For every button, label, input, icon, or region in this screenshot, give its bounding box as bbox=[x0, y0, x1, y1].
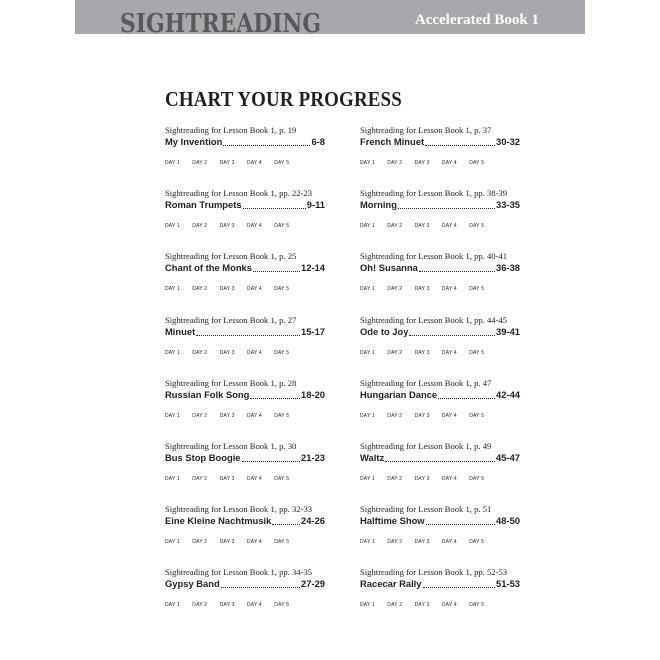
entry-piece-name: Chant of the Monks bbox=[165, 262, 252, 274]
progress-entry bbox=[165, 504, 325, 567]
day-checklist bbox=[360, 350, 520, 356]
entry-piece-name: Gypsy Band bbox=[165, 578, 220, 590]
day-1-checkbox[interactable]: DAY 1 bbox=[165, 286, 180, 293]
day-3-checkbox[interactable]: DAY 3 bbox=[414, 412, 430, 419]
entry-source: Sightreading for Lesson Book 1, p. 51 bbox=[360, 504, 492, 515]
day-1-checkbox[interactable]: DAY 1 bbox=[360, 539, 375, 546]
day-checklist bbox=[360, 539, 520, 545]
day-2-checkbox[interactable]: DAY 2 bbox=[387, 602, 403, 609]
day-5-checkbox[interactable]: DAY 5 bbox=[274, 602, 290, 609]
entry-piece-name: Ode to Joy bbox=[360, 325, 409, 337]
progress-entry bbox=[360, 504, 520, 567]
leader-dots bbox=[196, 327, 300, 336]
entry-title-line bbox=[360, 199, 520, 211]
entry-piece-name: Roman Trumpets bbox=[165, 199, 242, 211]
day-5-checkbox[interactable]: DAY 5 bbox=[469, 286, 485, 293]
day-3-checkbox[interactable]: DAY 3 bbox=[414, 160, 430, 166]
day-4-checkbox[interactable]: DAY 4 bbox=[246, 602, 262, 609]
entry-page-range: 36-38 bbox=[496, 262, 520, 274]
leader-dots bbox=[425, 137, 495, 146]
day-4-checkbox[interactable]: DAY 4 bbox=[246, 160, 262, 166]
day-5-checkbox[interactable]: DAY 5 bbox=[274, 349, 290, 356]
entry-source: Sightreading for Lesson Book 1, pp. 44-45 bbox=[360, 314, 508, 325]
entry-page-range: 42-44 bbox=[496, 388, 520, 400]
entry-page-range: 48-50 bbox=[496, 515, 520, 527]
right-column bbox=[360, 125, 520, 631]
day-4-checkbox[interactable]: DAY 4 bbox=[441, 602, 457, 609]
day-3-checkbox[interactable]: DAY 3 bbox=[414, 286, 430, 293]
day-4-checkbox[interactable]: DAY 4 bbox=[246, 349, 262, 356]
left-column bbox=[165, 125, 325, 631]
day-4-checkbox[interactable]: DAY 4 bbox=[441, 160, 457, 166]
entry-source: Sightreading for Lesson Book 1, pp. 38-39 bbox=[360, 188, 508, 199]
day-2-checkbox[interactable]: DAY 2 bbox=[192, 412, 208, 419]
entry-page-range: 30-32 bbox=[496, 136, 520, 147]
day-4-checkbox[interactable]: DAY 4 bbox=[441, 539, 457, 546]
day-3-checkbox[interactable]: DAY 3 bbox=[414, 349, 430, 356]
day-checklist bbox=[360, 413, 520, 419]
progress-entry bbox=[360, 251, 520, 314]
day-3-checkbox[interactable]: DAY 3 bbox=[219, 412, 235, 419]
day-5-checkbox[interactable]: DAY 5 bbox=[469, 539, 485, 546]
progress-entry bbox=[360, 125, 520, 188]
day-3-checkbox[interactable]: DAY 3 bbox=[219, 349, 235, 356]
entry-source: Sightreading for Lesson Book 1, pp. 40-41 bbox=[360, 251, 508, 262]
day-1-checkbox[interactable]: DAY 1 bbox=[165, 223, 180, 230]
day-5-checkbox[interactable]: DAY 5 bbox=[469, 475, 485, 482]
day-1-checkbox[interactable]: DAY 1 bbox=[360, 349, 375, 356]
entry-page-range: 33-35 bbox=[496, 199, 520, 211]
day-2-checkbox[interactable]: DAY 2 bbox=[192, 160, 208, 166]
entry-source: Sightreading for Lesson Book 1, p. 37 bbox=[360, 125, 492, 135]
entry-source: Sightreading for Lesson Book 1, pp. 52-53 bbox=[360, 567, 508, 578]
entry-piece-name: Halftime Show bbox=[360, 515, 425, 527]
day-1-checkbox[interactable]: DAY 1 bbox=[360, 223, 375, 230]
day-checklist bbox=[360, 286, 520, 292]
day-checklist bbox=[360, 476, 520, 482]
entry-piece-name: My Invention bbox=[165, 136, 223, 147]
entry-title-line bbox=[165, 515, 325, 527]
day-4-checkbox[interactable]: DAY 4 bbox=[441, 349, 457, 356]
day-1-checkbox[interactable]: DAY 1 bbox=[165, 602, 180, 609]
day-4-checkbox[interactable]: DAY 4 bbox=[246, 223, 262, 230]
leader-dots bbox=[223, 137, 310, 146]
entry-page-range: 6-8 bbox=[311, 136, 325, 147]
leader-dots bbox=[221, 579, 300, 588]
day-checklist bbox=[165, 223, 325, 229]
header-bar bbox=[75, 0, 585, 39]
entry-page-range: 21-23 bbox=[301, 451, 325, 463]
entry-piece-name: French Minuet bbox=[360, 136, 425, 147]
entry-page-range: 18-20 bbox=[301, 388, 325, 400]
entry-page-range: 9-11 bbox=[306, 199, 325, 211]
entry-title-line bbox=[360, 326, 520, 338]
day-checklist bbox=[360, 602, 520, 608]
day-checklist bbox=[165, 413, 325, 419]
entry-source: Sightreading for Lesson Book 1, p. 30 bbox=[165, 440, 297, 451]
day-checklist bbox=[165, 539, 325, 545]
leader-dots bbox=[272, 516, 300, 525]
day-3-checkbox[interactable]: DAY 3 bbox=[219, 286, 235, 293]
leader-dots bbox=[419, 263, 495, 272]
day-1-checkbox[interactable]: DAY 1 bbox=[165, 475, 180, 482]
day-1-checkbox[interactable]: DAY 1 bbox=[165, 539, 180, 546]
entry-piece-name: Hungarian Dance bbox=[360, 388, 438, 400]
entry-page-range: 45-47 bbox=[496, 451, 520, 463]
day-2-checkbox[interactable]: DAY 2 bbox=[387, 349, 403, 356]
leader-dots bbox=[438, 390, 495, 399]
entry-piece-name: Bus Stop Boogie bbox=[165, 451, 241, 463]
entry-title-line bbox=[165, 262, 325, 274]
progress-entry bbox=[165, 251, 325, 314]
entry-page-range: 24-26 bbox=[301, 515, 325, 527]
day-4-checkbox[interactable]: DAY 4 bbox=[441, 475, 457, 482]
entry-piece-name: Eine Kleine Nachtmusik bbox=[165, 515, 272, 527]
entry-title-line bbox=[165, 578, 325, 590]
entry-piece-name: Racecar Rally bbox=[360, 578, 422, 590]
day-2-checkbox[interactable]: DAY 2 bbox=[387, 286, 403, 293]
day-4-checkbox[interactable]: DAY 4 bbox=[441, 412, 457, 419]
entry-title-line bbox=[165, 389, 325, 401]
entry-source: Sightreading for Lesson Book 1, p. 28 bbox=[165, 377, 297, 388]
day-checklist bbox=[360, 160, 520, 166]
day-3-checkbox[interactable]: DAY 3 bbox=[219, 223, 235, 230]
entry-source: Sightreading for Lesson Book 1, pp. 22-23 bbox=[165, 188, 313, 199]
entry-piece-name: Russian Folk Song bbox=[165, 388, 250, 400]
entry-source: Sightreading for Lesson Book 1, p. 49 bbox=[360, 440, 492, 451]
entry-source: Sightreading for Lesson Book 1, p. 19 bbox=[165, 125, 297, 135]
progress-entry bbox=[165, 315, 325, 378]
day-1-checkbox[interactable]: DAY 1 bbox=[165, 349, 180, 356]
entry-piece-name: Oh! Susanna bbox=[360, 262, 418, 274]
leader-dots bbox=[398, 200, 495, 209]
day-4-checkbox[interactable]: DAY 4 bbox=[246, 539, 262, 546]
header-book-label: Accelerated Book 1 bbox=[414, 12, 539, 28]
leader-dots bbox=[250, 390, 300, 399]
progress-entry bbox=[165, 188, 325, 251]
day-3-checkbox[interactable]: DAY 3 bbox=[219, 160, 235, 166]
day-3-checkbox[interactable]: DAY 3 bbox=[414, 223, 430, 230]
leader-dots bbox=[243, 200, 306, 209]
day-2-checkbox[interactable]: DAY 2 bbox=[387, 412, 403, 419]
entry-page-range: 27-29 bbox=[301, 578, 325, 590]
day-5-checkbox[interactable]: DAY 5 bbox=[274, 223, 290, 230]
day-2-checkbox[interactable]: DAY 2 bbox=[192, 602, 208, 609]
day-2-checkbox[interactable]: DAY 2 bbox=[192, 223, 208, 230]
progress-entry bbox=[360, 188, 520, 251]
progress-entry bbox=[165, 567, 325, 630]
entry-title-line bbox=[165, 452, 325, 464]
day-5-checkbox[interactable]: DAY 5 bbox=[274, 160, 290, 166]
day-4-checkbox[interactable]: DAY 4 bbox=[441, 286, 457, 293]
day-4-checkbox[interactable]: DAY 4 bbox=[246, 286, 262, 293]
leader-dots bbox=[423, 579, 496, 588]
entry-source: Sightreading for Lesson Book 1, pp. 32-33 bbox=[165, 504, 313, 515]
day-5-checkbox[interactable]: DAY 5 bbox=[469, 349, 485, 356]
progress-entry bbox=[360, 567, 520, 630]
day-3-checkbox[interactable]: DAY 3 bbox=[219, 602, 235, 609]
progress-entry bbox=[360, 441, 520, 504]
day-2-checkbox[interactable]: DAY 2 bbox=[192, 539, 208, 546]
day-checklist bbox=[165, 286, 325, 292]
entry-title-line bbox=[360, 578, 520, 590]
entry-source: Sightreading for Lesson Book 1, p. 47 bbox=[360, 377, 492, 388]
entry-source: Sightreading for Lesson Book 1, p. 25 bbox=[165, 251, 297, 262]
entry-source: Sightreading for Lesson Book 1, pp. 34-35 bbox=[165, 567, 313, 578]
entry-title-line bbox=[165, 199, 325, 211]
day-1-checkbox[interactable]: DAY 1 bbox=[360, 160, 375, 166]
day-checklist bbox=[165, 160, 325, 166]
day-3-checkbox[interactable]: DAY 3 bbox=[219, 475, 235, 482]
day-1-checkbox[interactable]: DAY 1 bbox=[360, 286, 375, 293]
day-4-checkbox[interactable]: DAY 4 bbox=[246, 475, 262, 482]
entry-page-range: 15-17 bbox=[301, 325, 325, 337]
day-2-checkbox[interactable]: DAY 2 bbox=[192, 286, 208, 293]
day-5-checkbox[interactable]: DAY 5 bbox=[469, 412, 485, 419]
day-checklist bbox=[165, 602, 325, 608]
day-3-checkbox[interactable]: DAY 3 bbox=[414, 539, 430, 546]
progress-entry bbox=[165, 441, 325, 504]
day-5-checkbox[interactable]: DAY 5 bbox=[274, 475, 290, 482]
day-2-checkbox[interactable]: DAY 2 bbox=[192, 349, 208, 356]
progress-entry bbox=[165, 378, 325, 441]
day-2-checkbox[interactable]: DAY 2 bbox=[387, 475, 403, 482]
day-checklist bbox=[165, 476, 325, 482]
entry-piece-name: Morning bbox=[360, 199, 397, 211]
entry-title-line bbox=[360, 389, 520, 401]
entry-page-range: 39-41 bbox=[496, 325, 520, 337]
day-1-checkbox[interactable]: DAY 1 bbox=[360, 475, 375, 482]
leader-dots bbox=[253, 263, 300, 272]
entry-title-line bbox=[360, 136, 520, 148]
entry-title-line bbox=[165, 326, 325, 338]
day-5-checkbox[interactable]: DAY 5 bbox=[469, 223, 485, 230]
entry-title-line bbox=[360, 452, 520, 464]
entry-piece-name: Minuet bbox=[165, 325, 196, 337]
day-5-checkbox[interactable]: DAY 5 bbox=[274, 412, 290, 419]
entry-title-line bbox=[360, 515, 520, 527]
entry-source: Sightreading for Lesson Book 1, p. 27 bbox=[165, 314, 297, 325]
leader-dots bbox=[409, 327, 495, 336]
day-1-checkbox[interactable]: DAY 1 bbox=[165, 160, 180, 166]
day-checklist bbox=[360, 223, 520, 229]
progress-entry bbox=[165, 125, 325, 188]
entry-piece-name: Waltz bbox=[360, 451, 385, 463]
day-4-checkbox[interactable]: DAY 4 bbox=[246, 412, 262, 419]
day-4-checkbox[interactable]: DAY 4 bbox=[441, 223, 457, 230]
header-title: SIGHTREADING bbox=[120, 9, 322, 39]
day-2-checkbox[interactable]: DAY 2 bbox=[387, 223, 403, 230]
day-1-checkbox[interactable]: DAY 1 bbox=[360, 412, 375, 419]
entry-page-range: 51-53 bbox=[496, 578, 520, 590]
day-1-checkbox[interactable]: DAY 1 bbox=[165, 412, 180, 419]
day-5-checkbox[interactable]: DAY 5 bbox=[469, 160, 485, 166]
entry-title-line bbox=[360, 262, 520, 274]
day-3-checkbox[interactable]: DAY 3 bbox=[414, 475, 430, 482]
leader-dots bbox=[426, 516, 495, 525]
progress-entry bbox=[360, 315, 520, 378]
day-2-checkbox[interactable]: DAY 2 bbox=[387, 539, 403, 546]
entry-page-range: 12-14 bbox=[301, 262, 325, 274]
progress-entry bbox=[360, 378, 520, 441]
page-title: CHART YOUR PROGRESS bbox=[165, 87, 402, 111]
leader-dots bbox=[242, 453, 300, 462]
day-3-checkbox[interactable]: DAY 3 bbox=[219, 539, 235, 546]
day-2-checkbox[interactable]: DAY 2 bbox=[387, 160, 403, 166]
day-1-checkbox[interactable]: DAY 1 bbox=[360, 602, 375, 609]
entry-title-line bbox=[165, 136, 325, 148]
day-checklist bbox=[165, 350, 325, 356]
day-5-checkbox[interactable]: DAY 5 bbox=[274, 539, 290, 546]
day-5-checkbox[interactable]: DAY 5 bbox=[469, 602, 485, 609]
leader-dots bbox=[385, 453, 495, 462]
day-2-checkbox[interactable]: DAY 2 bbox=[192, 475, 208, 482]
day-3-checkbox[interactable]: DAY 3 bbox=[414, 602, 430, 609]
day-5-checkbox[interactable]: DAY 5 bbox=[274, 286, 290, 293]
